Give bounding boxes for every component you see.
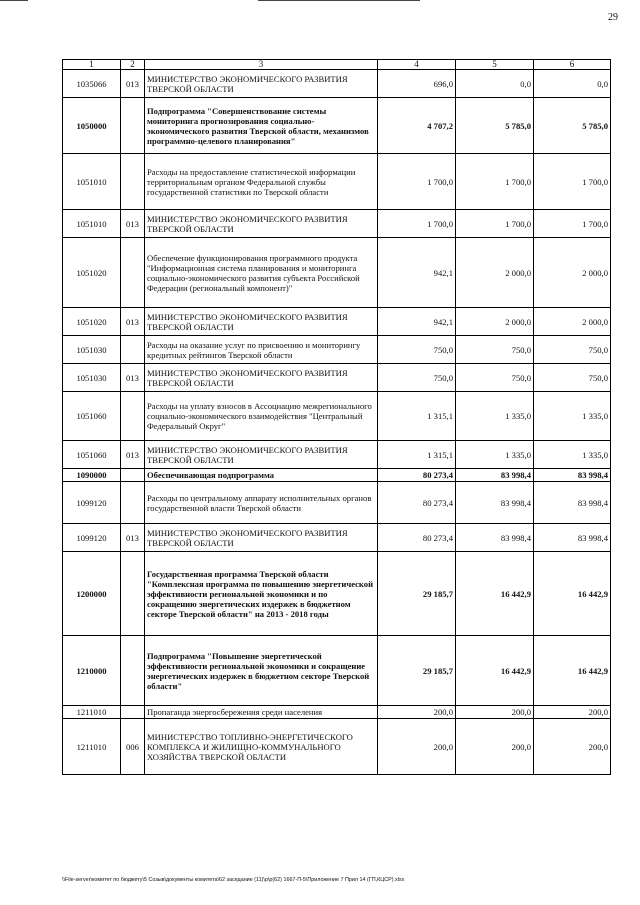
- row-sub-code-cell: [121, 238, 145, 308]
- row-code-cell: 1051010: [63, 210, 121, 238]
- row-sub-code-cell: [121, 636, 145, 706]
- row-name-cell: Расходы по центральному аппарату исполнительных органов государственной власти Тверской области: [145, 482, 378, 524]
- row-value-col5: 5 785,0: [456, 98, 534, 154]
- row-value-col5: 83 998,4: [456, 524, 534, 552]
- row-value-col5: 750,0: [456, 364, 534, 392]
- table-row: [63, 98, 611, 154]
- row-value-col4: 200,0: [378, 706, 456, 719]
- row-code-cell: 1210000: [63, 636, 121, 706]
- row-value-col4: 200,0: [378, 719, 456, 775]
- table-row: [63, 364, 611, 392]
- row-value-col4: 1 315,1: [378, 441, 456, 469]
- row-value-col5: 2 000,0: [456, 308, 534, 336]
- row-value-col4: 942,1: [378, 308, 456, 336]
- table-row: [63, 552, 611, 636]
- table-row: [63, 524, 611, 552]
- row-value-col4: 696,0: [378, 70, 456, 98]
- header-col-5: 5: [456, 60, 534, 70]
- row-value-col5: 1 700,0: [456, 154, 534, 210]
- row-name-cell: МИНИСТЕРСТВО ЭКОНОМИЧЕСКОГО РАЗВИТИЯ ТВЕРСКОЙ ОБЛАСТИ: [145, 70, 378, 98]
- budget-table: [62, 59, 611, 775]
- table-row: [63, 154, 611, 210]
- budget-table-body: [63, 60, 611, 775]
- row-value-col6: 1 335,0: [534, 392, 611, 441]
- row-name-cell: Подпрограмма "Повышение энергетической эффективности региональной экономики и сокращение энергетических издержек в бюджетном секторе Тверской области": [145, 636, 378, 706]
- table-row: [63, 706, 611, 719]
- row-sub-code-cell: 006: [121, 719, 145, 775]
- row-value-col5: 200,0: [456, 706, 534, 719]
- row-value-col4: 80 273,4: [378, 524, 456, 552]
- header-col-1: 1: [63, 60, 121, 70]
- row-value-col6: 1 700,0: [534, 210, 611, 238]
- row-value-col6: 1 700,0: [534, 154, 611, 210]
- row-value-col5: 1 335,0: [456, 441, 534, 469]
- row-value-col4: 4 707,2: [378, 98, 456, 154]
- table-row: [63, 336, 611, 364]
- row-code-cell: 1051030: [63, 336, 121, 364]
- row-sub-code-cell: 013: [121, 308, 145, 336]
- row-value-col4: 1 700,0: [378, 154, 456, 210]
- top-rule-center: [258, 0, 420, 1]
- row-value-col4: 942,1: [378, 238, 456, 308]
- row-value-col4: 29 185,7: [378, 552, 456, 636]
- row-sub-code-cell: 013: [121, 364, 145, 392]
- row-name-cell: Расходы на оказание услуг по присвоению и мониторингу кредитных рейтингов Тверской области: [145, 336, 378, 364]
- row-value-col6: 83 998,4: [534, 469, 611, 482]
- row-value-col6: 200,0: [534, 706, 611, 719]
- row-name-cell: МИНИСТЕРСТВО ЭКОНОМИЧЕСКОГО РАЗВИТИЯ ТВЕРСКОЙ ОБЛАСТИ: [145, 210, 378, 238]
- row-code-cell: 1051010: [63, 154, 121, 210]
- row-value-col6: 750,0: [534, 364, 611, 392]
- row-value-col4: 1 700,0: [378, 210, 456, 238]
- row-name-cell: Обеспечение функционирования программного продукта "Информационная система планирования и мониторинга социально-экономического развития субъекта Российской Федерации (региональный компонент)": [145, 238, 378, 308]
- row-value-col6: 5 785,0: [534, 98, 611, 154]
- row-value-col4: 80 273,4: [378, 469, 456, 482]
- row-value-col4: 750,0: [378, 364, 456, 392]
- row-sub-code-cell: [121, 706, 145, 719]
- row-value-col4: 1 315,1: [378, 392, 456, 441]
- top-rule-left: [0, 0, 28, 1]
- table-row: [63, 636, 611, 706]
- row-value-col5: 2 000,0: [456, 238, 534, 308]
- row-value-col5: 83 998,4: [456, 469, 534, 482]
- row-sub-code-cell: 013: [121, 524, 145, 552]
- row-value-col4: 750,0: [378, 336, 456, 364]
- row-name-cell: МИНИСТЕРСТВО ТОПЛИВНО-ЭНЕРГЕТИЧЕСКОГО КОМПЛЕКСА И ЖИЛИЩНО-КОММУНАЛЬНОГО ХОЗЯЙСТВА ТВЕРСКОЙ ОБЛАСТИ: [145, 719, 378, 775]
- row-value-col6: 16 442,9: [534, 636, 611, 706]
- row-name-cell: Расходы на предоставление статистической информации территориальным органом Федеральной службы государственной статистики по Тверской области: [145, 154, 378, 210]
- row-value-col6: 750,0: [534, 336, 611, 364]
- row-code-cell: 1200000: [63, 552, 121, 636]
- header-col-4: 4: [378, 60, 456, 70]
- header-row: [63, 60, 611, 70]
- row-name-cell: МИНИСТЕРСТВО ЭКОНОМИЧЕСКОГО РАЗВИТИЯ ТВЕРСКОЙ ОБЛАСТИ: [145, 441, 378, 469]
- header-col-3: 3: [145, 60, 378, 70]
- row-value-col5: 16 442,9: [456, 636, 534, 706]
- row-code-cell: 1050000: [63, 98, 121, 154]
- row-value-col5: 1 335,0: [456, 392, 534, 441]
- row-name-cell: МИНИСТЕРСТВО ЭКОНОМИЧЕСКОГО РАЗВИТИЯ ТВЕРСКОЙ ОБЛАСТИ: [145, 308, 378, 336]
- row-value-col5: 83 998,4: [456, 482, 534, 524]
- row-name-cell: Обеспечивающая подпрограмма: [145, 469, 378, 482]
- table-row: [63, 392, 611, 441]
- row-sub-code-cell: 013: [121, 441, 145, 469]
- row-value-col6: 0,0: [534, 70, 611, 98]
- page-number: 29: [608, 12, 618, 23]
- table-row: [63, 441, 611, 469]
- row-name-cell: Подпрограмма "Совершенствование системы мониторинга прогнозирования социально-экономического развития Тверской области, механизмов программно-целевого планирования": [145, 98, 378, 154]
- table-row: [63, 308, 611, 336]
- row-code-cell: 1051060: [63, 392, 121, 441]
- row-code-cell: 1211010: [63, 706, 121, 719]
- file-path-footer: \\File-server\комитет по бюджету\5 Созыв\документы комитета\62 заседание (11)\р\р(62) 1667-П-5\Приложение 7 Прил 14 (ГП,КЦСР).xlsx: [62, 877, 405, 883]
- row-name-cell: МИНИСТЕРСТВО ЭКОНОМИЧЕСКОГО РАЗВИТИЯ ТВЕРСКОЙ ОБЛАСТИ: [145, 524, 378, 552]
- row-name-cell: Расходы на уплату взносов в Ассоциацию межрегионального социально-экономического взаимодействия "Центральный Федеральный Округ": [145, 392, 378, 441]
- header-col-2: 2: [121, 60, 145, 70]
- row-value-col5: 0,0: [456, 70, 534, 98]
- header-col-6: 6: [534, 60, 611, 70]
- table-row: [63, 482, 611, 524]
- row-code-cell: 1051060: [63, 441, 121, 469]
- row-name-cell: Государственная программа Тверской области "Комплексная программа по повышению энергетической эффективности региональной экономики и по сокращению энергетических издержек в бюджетном секторе Тверской области" на 2013 - 2018 годы: [145, 552, 378, 636]
- row-value-col6: 83 998,4: [534, 524, 611, 552]
- row-name-cell: МИНИСТЕРСТВО ЭКОНОМИЧЕСКОГО РАЗВИТИЯ ТВЕРСКОЙ ОБЛАСТИ: [145, 364, 378, 392]
- row-sub-code-cell: [121, 154, 145, 210]
- row-sub-code-cell: 013: [121, 70, 145, 98]
- table-row: [63, 238, 611, 308]
- row-sub-code-cell: [121, 552, 145, 636]
- row-sub-code-cell: 013: [121, 210, 145, 238]
- row-code-cell: 1051020: [63, 308, 121, 336]
- row-value-col6: 1 335,0: [534, 441, 611, 469]
- row-code-cell: 1099120: [63, 524, 121, 552]
- row-value-col4: 80 273,4: [378, 482, 456, 524]
- row-sub-code-cell: [121, 98, 145, 154]
- row-value-col6: 16 442,9: [534, 552, 611, 636]
- row-value-col6: 83 998,4: [534, 482, 611, 524]
- row-name-cell: Пропаганда энергосбережения среди населения: [145, 706, 378, 719]
- row-value-col6: 2 000,0: [534, 238, 611, 308]
- row-code-cell: 1099120: [63, 482, 121, 524]
- row-value-col4: 29 185,7: [378, 636, 456, 706]
- row-code-cell: 1035066: [63, 70, 121, 98]
- table-row: [63, 210, 611, 238]
- row-value-col5: 750,0: [456, 336, 534, 364]
- row-value-col5: 16 442,9: [456, 552, 534, 636]
- row-sub-code-cell: [121, 482, 145, 524]
- row-code-cell: 1051020: [63, 238, 121, 308]
- row-value-col6: 200,0: [534, 719, 611, 775]
- row-value-col6: 2 000,0: [534, 308, 611, 336]
- table-row: [63, 70, 611, 98]
- row-code-cell: 1211010: [63, 719, 121, 775]
- row-value-col5: 200,0: [456, 719, 534, 775]
- row-code-cell: 1090000: [63, 469, 121, 482]
- table-row: [63, 719, 611, 775]
- row-sub-code-cell: [121, 469, 145, 482]
- row-sub-code-cell: [121, 392, 145, 441]
- row-sub-code-cell: [121, 336, 145, 364]
- row-value-col5: 1 700,0: [456, 210, 534, 238]
- table-row: [63, 469, 611, 482]
- row-code-cell: 1051030: [63, 364, 121, 392]
